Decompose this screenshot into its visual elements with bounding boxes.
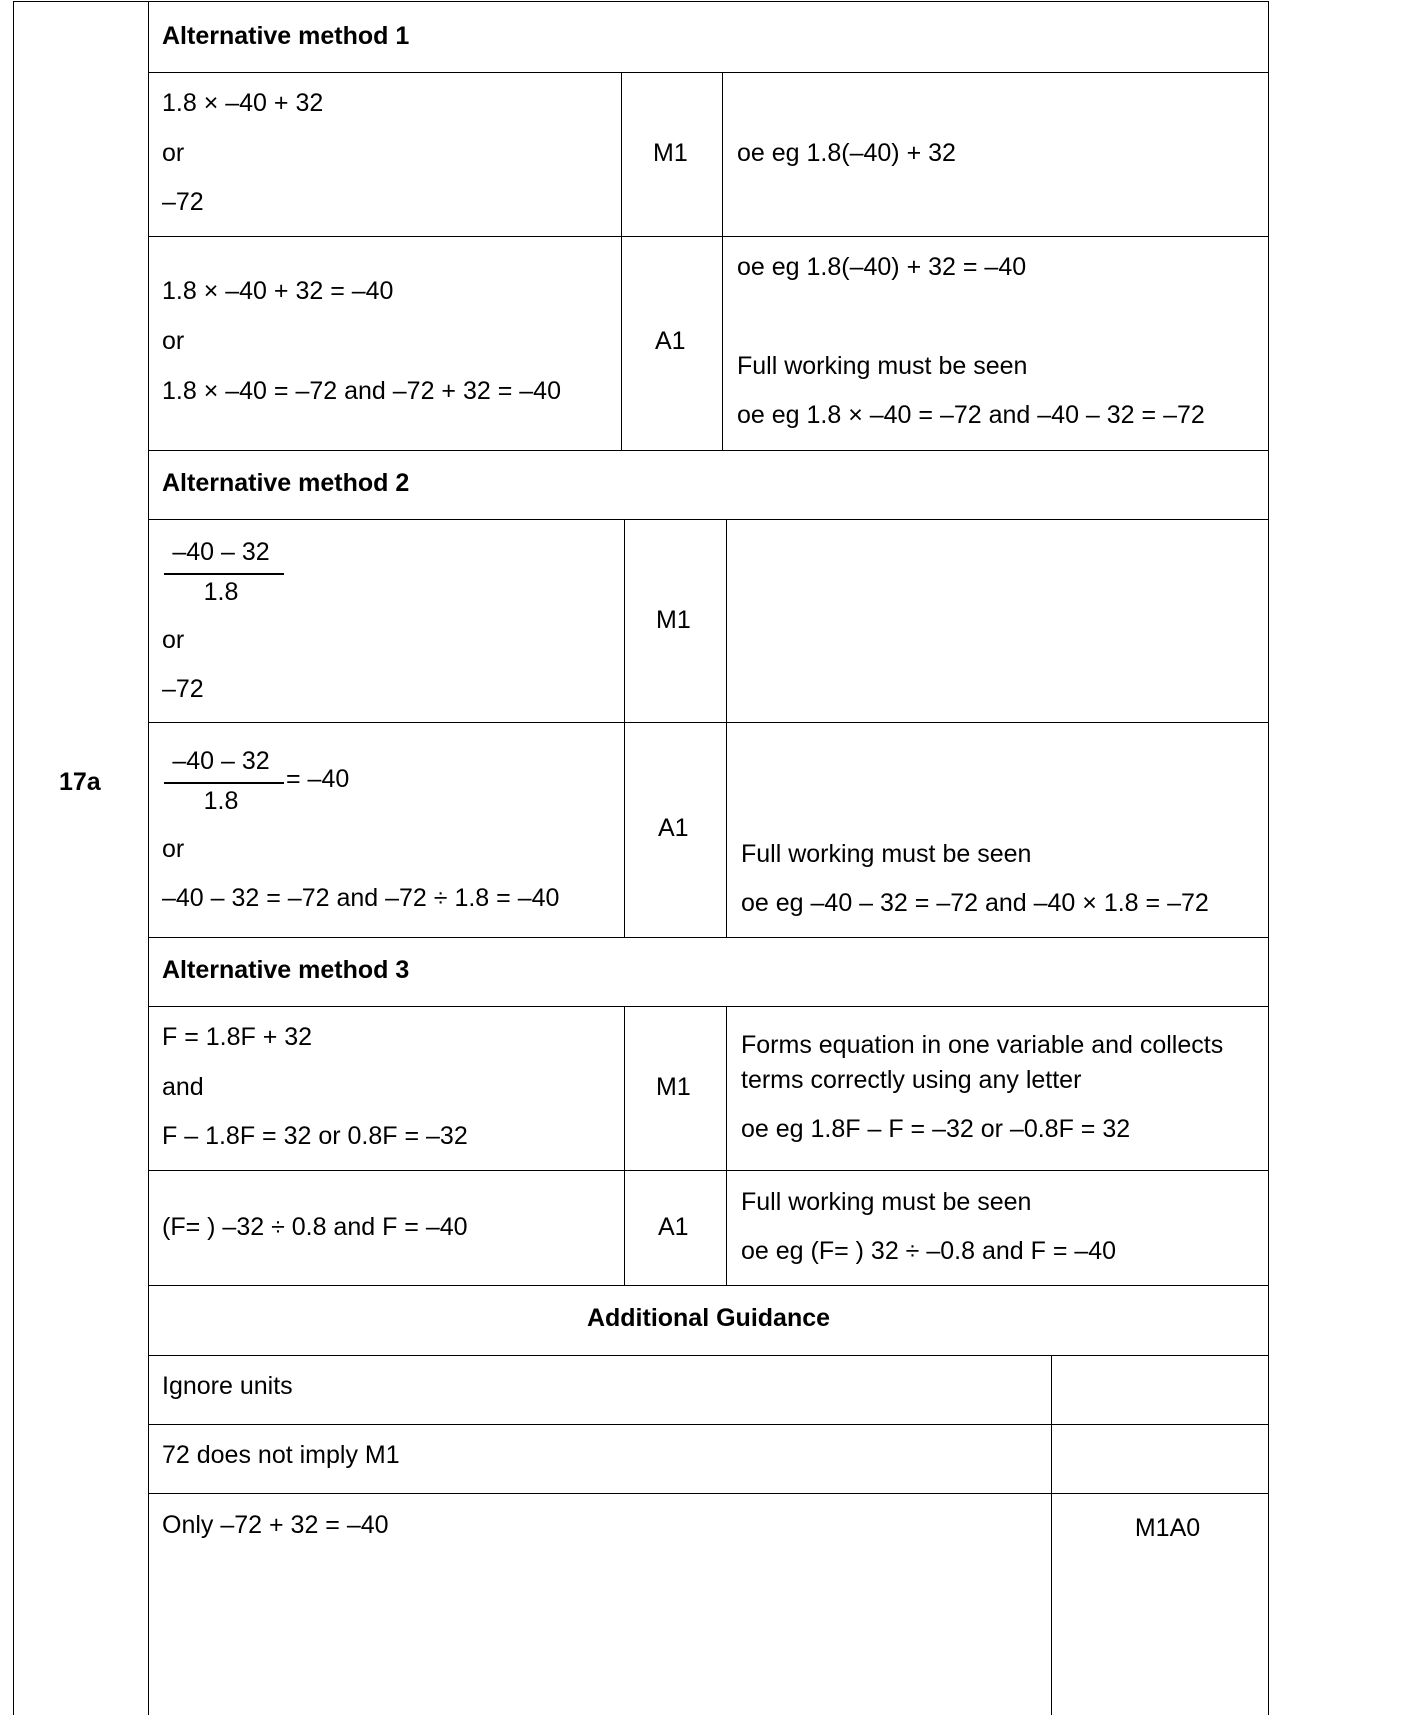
comment-line: Full working must be seen (741, 1188, 1032, 1216)
grid-line (148, 722, 1269, 723)
grid-line (148, 1493, 1269, 1494)
grid-line (624, 1006, 625, 1285)
working-line: and (162, 1073, 204, 1101)
working-line: 1.8 × –40 + 32 (162, 89, 324, 117)
fraction-numerator: –40 – 32 (172, 538, 270, 566)
guidance-text: Ignore units (162, 1372, 293, 1400)
grid-line (148, 937, 1269, 938)
fraction-numerator: –40 – 32 (172, 747, 270, 775)
guidance-text: 72 does not imply M1 (162, 1441, 400, 1469)
mark-code: A1 (658, 1213, 689, 1241)
mark-code: M1 (656, 606, 691, 634)
comment-line: oe eg 1.8F – F = –32 or –0.8F = 32 (741, 1115, 1131, 1143)
working-line: F = 1.8F + 32 (162, 1023, 313, 1051)
working-line: (F= ) –32 ÷ 0.8 and F = –40 (162, 1213, 468, 1241)
grid-line (726, 519, 727, 937)
method-heading: Alternative method 2 (162, 469, 410, 497)
comment-line: oe eg –40 – 32 = –72 and –40 × 1.8 = –72 (741, 889, 1209, 917)
guidance-text: Only –72 + 32 = –40 (162, 1511, 389, 1539)
grid-line (1268, 1, 1269, 1715)
comment-line: terms correctly using any letter (741, 1066, 1082, 1094)
comment-line: oe eg (F= ) 32 ÷ –0.8 and F = –40 (741, 1237, 1117, 1265)
question-number: 17a (59, 768, 101, 796)
working-line: 1.8 × –40 + 32 = –40 (162, 277, 394, 305)
grid-line (148, 72, 1269, 73)
mark-code: A1 (658, 814, 689, 842)
comment-line: oe eg 1.8 × –40 = –72 and –40 – 32 = –72 (737, 401, 1205, 429)
grid-line (148, 1424, 1269, 1425)
working-line: –72 (162, 675, 204, 703)
method-heading: Alternative method 3 (162, 956, 410, 984)
mark-code: M1 (656, 1073, 691, 1101)
fraction-bar (164, 782, 284, 784)
fraction-denominator: 1.8 (203, 787, 239, 815)
mark-code: A1 (655, 327, 686, 355)
comment-line: oe eg 1.8(–40) + 32 (737, 139, 956, 167)
guidance-mark: M1A0 (1134, 1514, 1201, 1542)
comment-line: Full working must be seen (737, 352, 1028, 380)
working-line: 1.8 × –40 = –72 and –72 + 32 = –40 (162, 377, 561, 405)
grid-line (13, 1, 14, 1715)
working-line: or (162, 327, 185, 355)
grid-line (722, 72, 723, 450)
grid-line (148, 1170, 1269, 1171)
working-line: or (162, 139, 185, 167)
grid-line (726, 1006, 727, 1285)
grid-line (148, 1006, 1269, 1007)
fraction-denominator: 1.8 (203, 578, 239, 606)
grid-line (148, 519, 1269, 520)
grid-line (148, 236, 1269, 237)
method-heading: Alternative method 1 (162, 22, 410, 50)
comment-line: Full working must be seen (741, 840, 1032, 868)
comment-line: Forms equation in one variable and collects (741, 1031, 1224, 1059)
grid-line (148, 1, 149, 1715)
fraction-bar (164, 573, 284, 575)
working-line: or (162, 626, 185, 654)
working-line: –72 (162, 188, 204, 216)
grid-line (148, 1285, 1269, 1286)
guidance-heading: Additional Guidance (586, 1304, 831, 1332)
fraction-result: = –40 (286, 765, 350, 793)
comment-line: oe eg 1.8(–40) + 32 = –40 (737, 253, 1027, 281)
working-line: F – 1.8F = 32 or 0.8F = –32 (162, 1122, 468, 1150)
grid-line (148, 1355, 1269, 1356)
grid-line (624, 519, 625, 937)
working-line: –40 – 32 = –72 and –72 ÷ 1.8 = –40 (162, 884, 560, 912)
grid-line (621, 72, 622, 450)
grid-line (13, 1, 1269, 2)
grid-line (148, 450, 1269, 451)
mark-code: M1 (653, 139, 688, 167)
working-line: or (162, 835, 185, 863)
